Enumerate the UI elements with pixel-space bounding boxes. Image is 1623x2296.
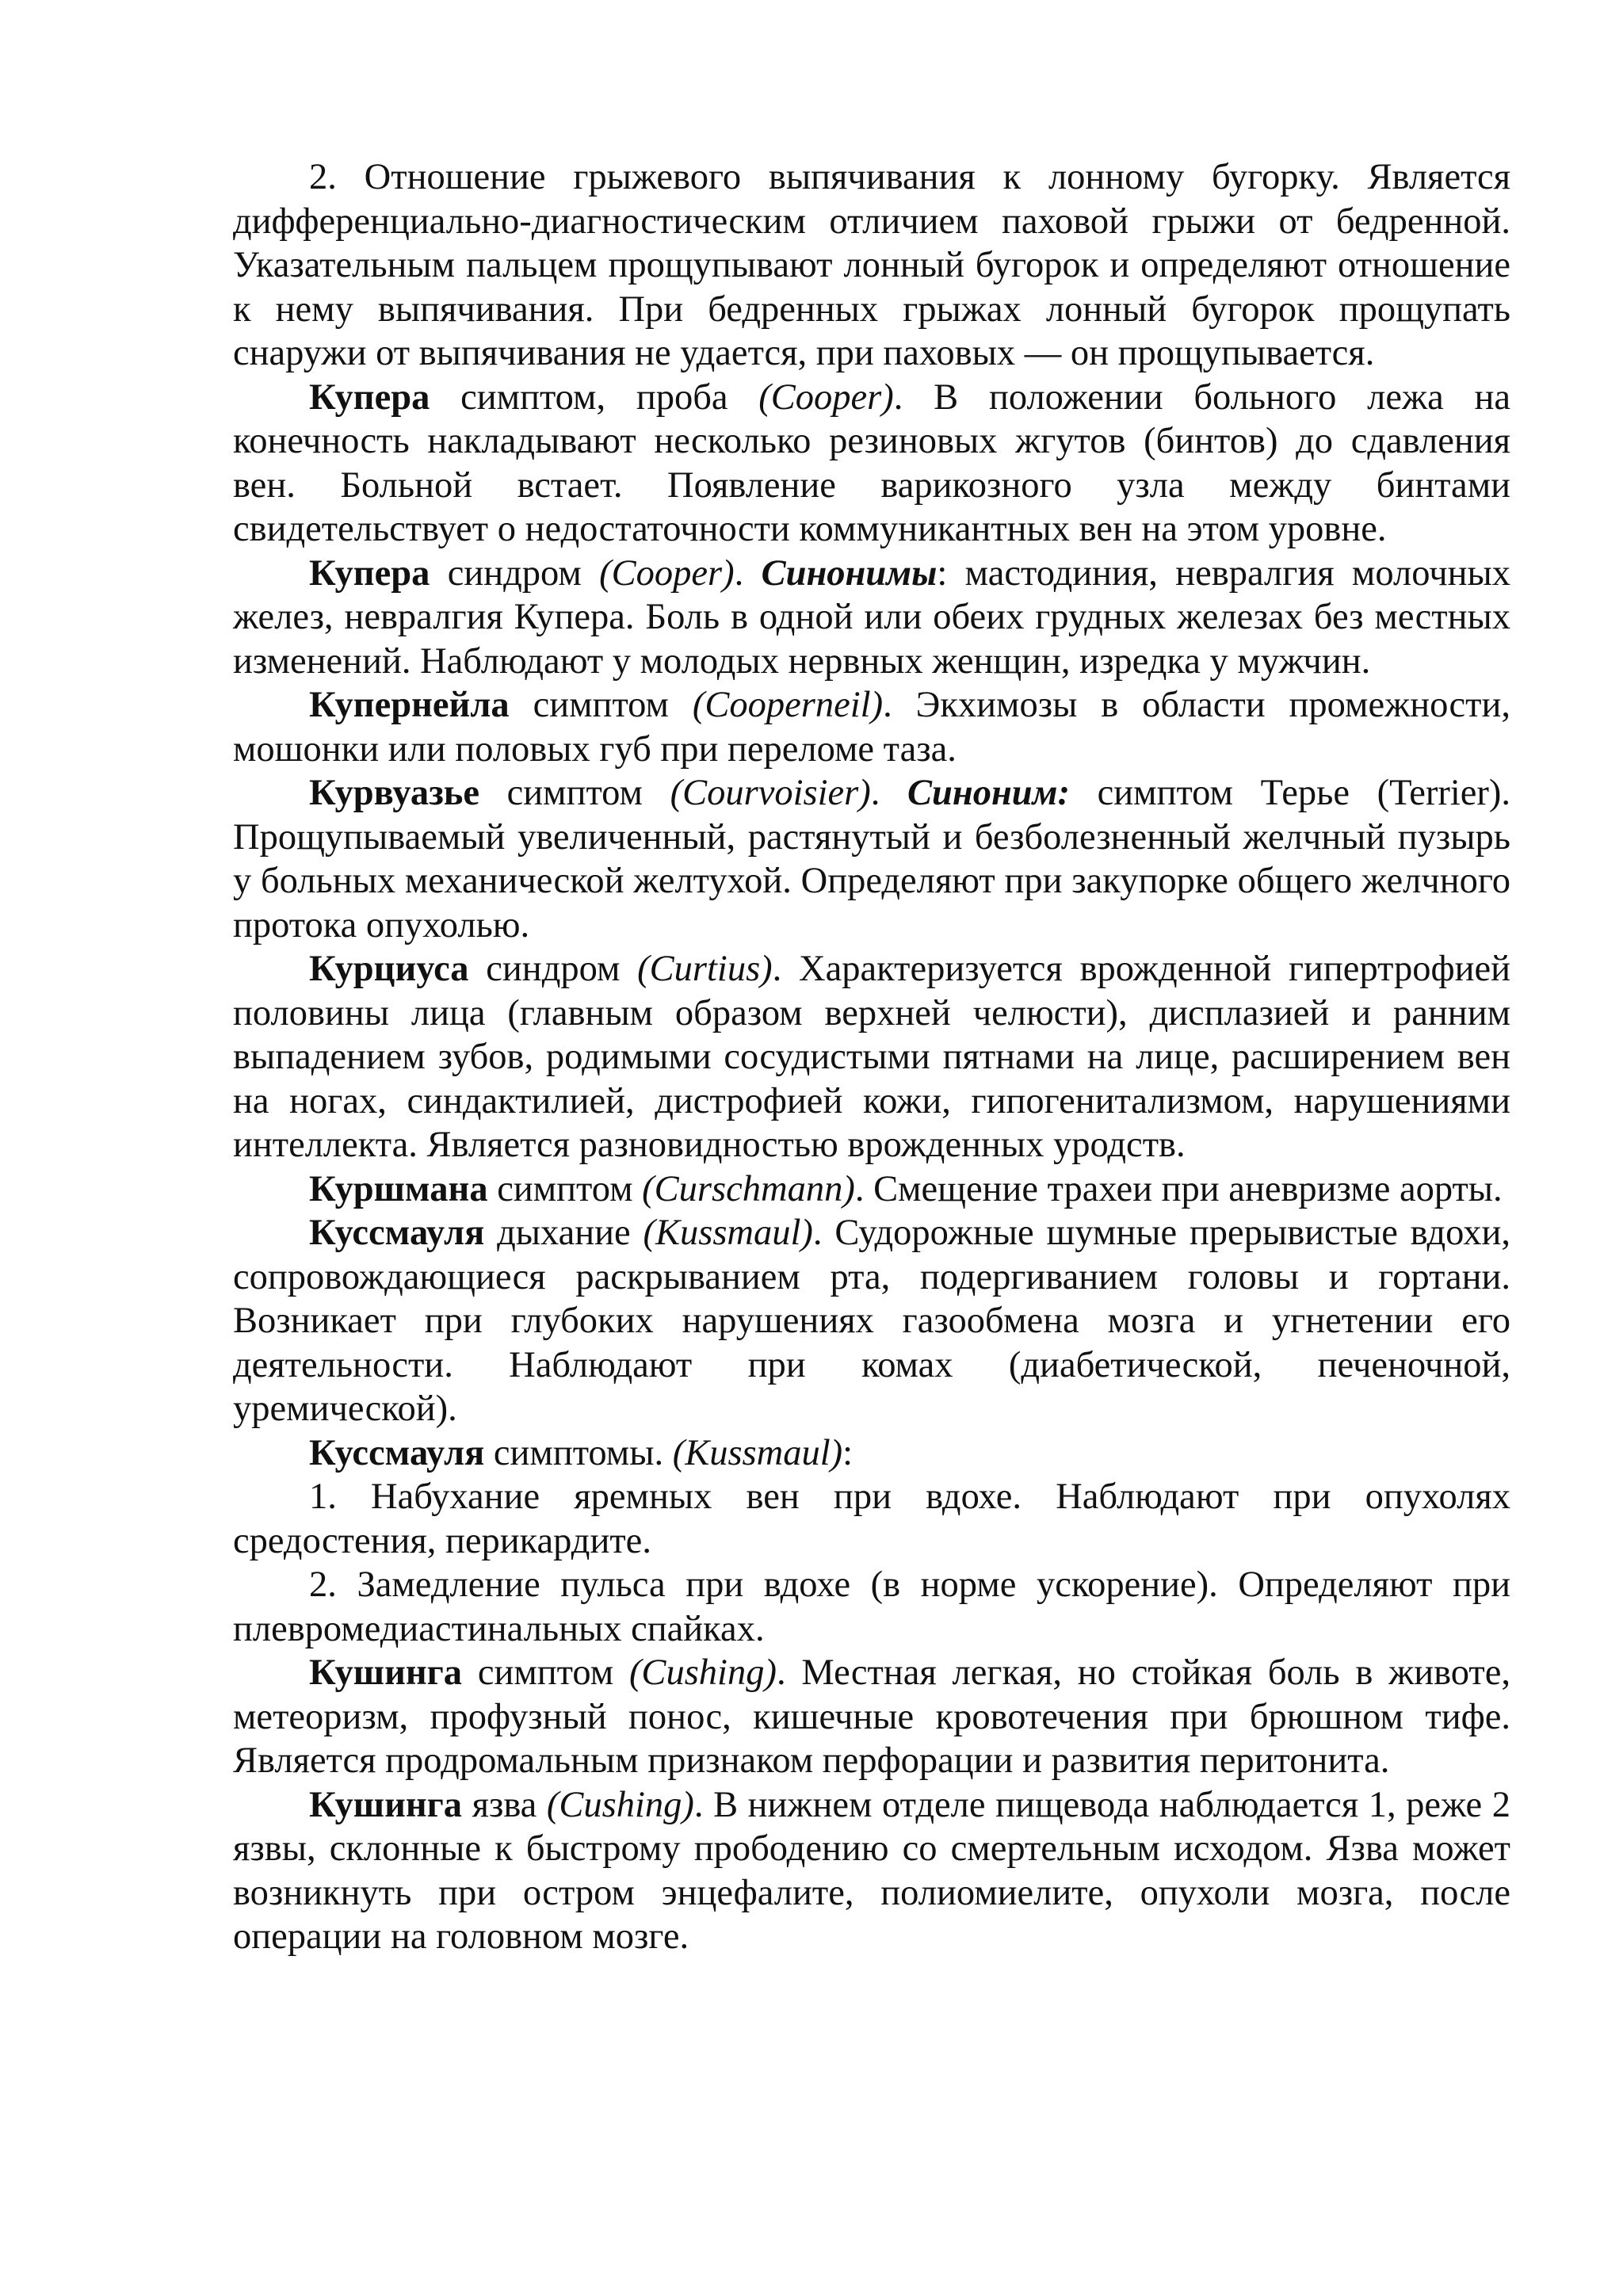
document-page — [233, 155, 1510, 1959]
entry-term: Куршмана — [309, 1168, 488, 1209]
entry-text: симптом — [462, 1652, 629, 1693]
entry-text: синдром — [430, 552, 600, 594]
entry-text: . — [870, 773, 908, 813]
entry-eponym: (Cooper) — [599, 552, 735, 594]
entry-kurshmana-simptom — [233, 1167, 1510, 1212]
entry-text: 2. Отношение грыжевого выпячивания к лонному бугорку. Является дифференциально-диагностическим отличием паховой грыжи от бедренной. Указательным пальцем прощупывают лонный бугорок и определяют отношение к нему выпячивания. При бедренных грыжах лонный бугорок прощупать снаружи от выпячивания не удается, при паховых — он прощупывается. — [233, 157, 1510, 373]
entry-text: симптом — [509, 685, 693, 725]
entry-eponym: (Cushing) — [628, 1652, 777, 1693]
entry-term: Купернейла — [309, 685, 510, 725]
entry-text: . Характеризуется врожденной гипертрофией половины лица (главным образом верхней челюсти), дисплазией и ранним выпадением зубов, родимыми сосудистыми пятнами на лице, расширением вен на ногах, синдактилией, дистрофией кожи, гипогенитализмом, нарушениями интеллекта. Является разновидностью врожденных уродств. — [233, 949, 1511, 1165]
entry-eponym: (Kussmaul) — [643, 1213, 813, 1253]
entry-text: . — [734, 552, 762, 594]
entry-text: . В нижнем отделе пищевода наблюдается 1, реже 2 язвы, склонные к быстрому прободению со смертельным исходом. Язва может возникнуть при остром энцефалите, полиомиелите, опухоли мозга, после операции на головном мозге. — [233, 1784, 1510, 1957]
entry-text: симптомы. — [484, 1432, 673, 1473]
entry-eponym: (Courvoisier) — [670, 773, 871, 813]
entry-text: 2. Замедление пульса при вдохе (в норме ускорение). Определяют при плевромедиастинальных спайках. — [233, 1564, 1510, 1649]
entry-text: язва — [462, 1784, 547, 1825]
entry-eponym: (Cooper) — [758, 376, 894, 418]
entry-eponym: (Kussmaul) — [672, 1432, 843, 1473]
entry-text: симптом — [479, 773, 670, 813]
entry-kurciusa-sindrom — [233, 947, 1510, 1167]
entry-kussmaulya-simptomy — [233, 1431, 1510, 1476]
entry-synonym-label: Синонимы — [761, 552, 938, 594]
entry-text: . Экхимозы в области промежности, мошонки или половых губ при переломе таза. — [233, 685, 1510, 770]
entry-text: : мастодиния, невралгия молочных желез, невралгия Купера. Боль в одной или обеих грудных железах без местных изменений. Наблюдают у молодых нервных женщин, изредка у мужчин. — [233, 552, 1511, 682]
entry-term: Купера — [309, 552, 430, 594]
entry-term: Кушинга — [309, 1652, 463, 1693]
entry-text: . В положении больного лежа на конечность накладывают несколько резиновых жгутов (бинтов) до сдавления вен. Больной встает. Появление варикозного узла между бинтами свидетельствует о недостаточности коммуникантных вен на этом уровне. — [233, 376, 1511, 549]
entry-kupernejla-simptom — [233, 683, 1510, 771]
entry-text: симптом Терье (Terrier). Прощупываемый увеличенный, растянутый и безболезненный желчный пузырь у больных механической желтухой. Определяют при закупорке общего желчного протока опухолью. — [233, 773, 1510, 946]
entry-text: синдром — [468, 949, 638, 989]
entry-kussmaulya-1 — [233, 1475, 1510, 1563]
entry-text: симптом — [487, 1168, 643, 1209]
entry-kushinga-yazva — [233, 1783, 1510, 1959]
entry-term: Курвуазье — [309, 773, 479, 813]
entry-kupera-sindrom — [233, 552, 1510, 684]
entry-text: симптом, проба — [430, 376, 759, 418]
entry-lonny-bugorok — [233, 155, 1510, 376]
entry-eponym: (Curschmann) — [642, 1168, 855, 1209]
entry-term: Куссмауля — [309, 1213, 485, 1253]
entry-kushinga-simptom — [233, 1651, 1510, 1783]
entry-term: Курциуса — [309, 949, 469, 989]
entry-synonym-label: Синоним: — [907, 773, 1070, 813]
entry-text: . Судорожные шумные прерывистые вдохи, сопровождающиеся раскрыванием рта, подергиванием головы и гортани. Возникает при глубоких нарушениях газообмена мозга и угнетении его деятельности. Наблюдают при комах (диабетической, печеночной, уремической). — [233, 1213, 1510, 1429]
entry-kussmaulya-2 — [233, 1563, 1510, 1651]
entry-text: . Местная легкая, но стойкая боль в животе, метеоризм, профузный понос, кишечные кровотечения при брюшном тифе. Является продромальным признаком перфорации и развития перитонита. — [233, 1652, 1510, 1781]
entry-term: Куссмауля — [309, 1432, 485, 1473]
entry-term: Купера — [309, 376, 430, 418]
entry-text: дыхание — [484, 1213, 643, 1253]
entry-eponym: (Cooperneil) — [692, 685, 884, 725]
entry-kurvuaze-simptom — [233, 771, 1510, 947]
entry-text: . Смещение трахеи при аневризме аорты. — [854, 1168, 1503, 1209]
entry-term: Кушинга — [309, 1784, 463, 1825]
entry-kussmaulya-dyhanie — [233, 1211, 1510, 1431]
entry-text: : — [842, 1432, 854, 1473]
entry-text: 1. Набухание яремных вен при вдохе. Наблюдают при опухолях средостения, перикардите. — [233, 1477, 1510, 1561]
entry-eponym: (Curtius) — [637, 949, 773, 989]
entry-eponym: (Cushing) — [546, 1784, 694, 1825]
entry-kupera-simptom — [233, 376, 1510, 552]
